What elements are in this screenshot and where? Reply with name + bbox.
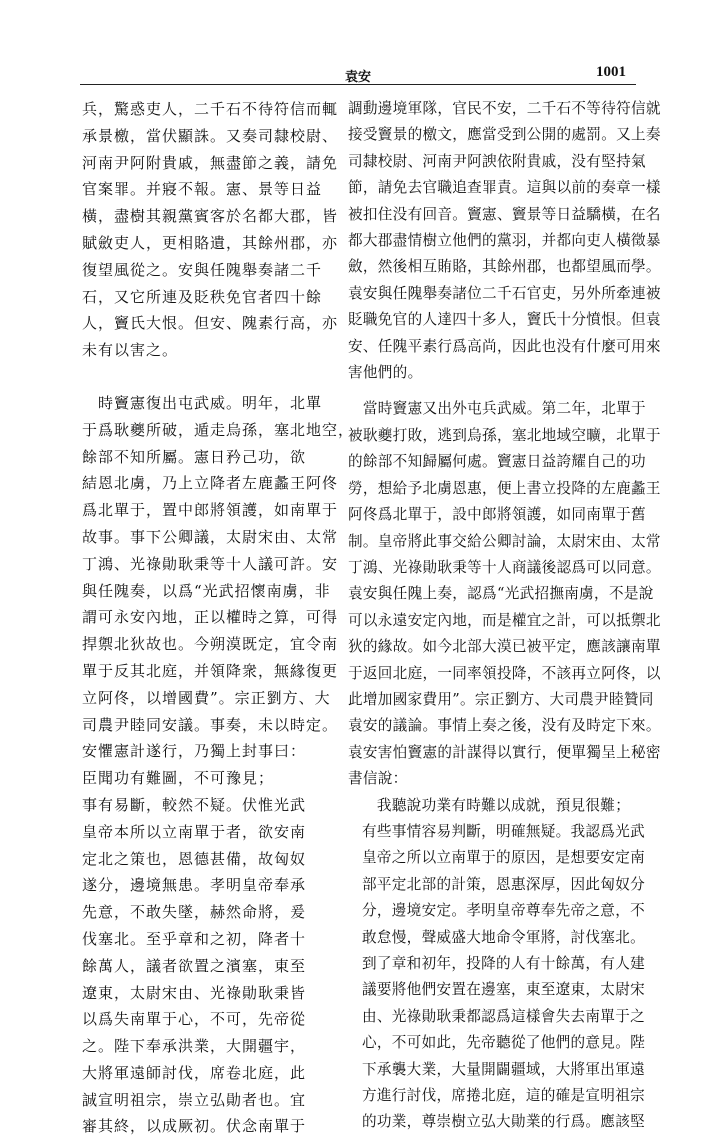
translation-text-line: 斂，然後相互賄賂，其餘州郡，也都望風而學。 xyxy=(348,258,661,276)
translation-text-line: 調動邊境軍隊，官民不安，二千石不等待符信就 xyxy=(348,100,661,117)
classical-text-line: 兵，驚惑吏人，二千石不待符信而輒 xyxy=(82,100,339,118)
classical-text-line: 復望風從之。安與任隗舉奏諸二千 xyxy=(82,260,323,279)
classical-text-column xyxy=(82,96,355,1140)
classical-quote-line: 伐塞北。至乎章和之初，降者十 xyxy=(82,929,307,948)
classical-text-line: 故事。事下公卿議，太尉宋由、太常 xyxy=(82,527,339,546)
page-header xyxy=(80,62,636,85)
translation-quote-line: 分，邊境安定。孝明皇帝尊奉先帝之意，不 xyxy=(362,902,645,920)
translation-quote-line: 皇帝之所以立南單于的原因，是想要安定南 xyxy=(362,849,645,867)
translation-text-line: 都大郡盡情樹立他們的黨羽，并都向吏人橫徵暴 xyxy=(348,232,661,250)
translation-quote-line: 到了章和初年，投降的人有十餘萬，有人建 xyxy=(362,955,645,972)
classical-text-line: 人，竇氏大恨。但安、隗素行高，亦 xyxy=(82,314,339,333)
translation-text-line: 當時竇憲又出外屯兵武威。第二年，北單于 xyxy=(348,400,646,418)
translation-text-line: 被耿夔打敗，逃到烏孫，塞北地域空曠，北單于 xyxy=(348,426,661,444)
classical-text-line: 承景檄，當伏顯誅。又奏司隸校尉、 xyxy=(82,126,339,145)
translation-text-line: 制。皇帝將此事交給公卿討論，太尉宋由、太常 xyxy=(348,532,661,550)
classical-text-line: 橫，盡樹其親黨賓客於名都大郡，皆 xyxy=(82,207,339,226)
translation-text-line: 于返回北庭，一同率領投降，不該再立阿佟，以 xyxy=(348,664,661,682)
classical-text-line: 石，又它所連及貶秩免官者四十餘 xyxy=(82,287,323,306)
translation-quote-line: 議要將他們安置在邊塞，東至遼東，太尉宋 xyxy=(362,981,645,999)
classical-quote-line: 先意，不敢失墜，赫然命將，爰 xyxy=(82,903,307,922)
classical-quote-line: 臣聞功有難圖，不可豫見； xyxy=(82,769,275,788)
translation-text-column xyxy=(348,96,661,1136)
translation-text-line: 袁安害怕竇憲的計謀得以實行，便單獨呈上秘密 xyxy=(348,743,661,761)
translation-text-line: 袁安的議論。事情上奏之後，没有及時定下來。 xyxy=(348,717,661,735)
translation-quote-line: 由、光祿勛耿秉都認爲這樣會失去南單于之 xyxy=(362,1007,645,1025)
translation-text-line: 貶職免官的人達四十多人，竇氏十分憤恨。但袁 xyxy=(348,311,661,329)
classical-text-line: 餘部不知所屬。憲日矜己功，欲 xyxy=(82,447,307,466)
classical-text-line: 賦斂吏人，更相賂遺，其餘州郡，亦 xyxy=(82,233,339,252)
classical-text-line: 單于反其北庭，并領降衆，無緣復更 xyxy=(82,661,339,680)
translation-text-line: 阿佟爲北單于，設中郎將領護，如同南單于舊 xyxy=(348,506,646,524)
classical-text-line: 與任隗奏，以爲“光武招懷南虜，非 xyxy=(82,581,331,600)
classical-quote-line: 誠宣明祖宗，崇立弘勛者也。宜 xyxy=(82,1090,307,1109)
translation-paragraph-2 xyxy=(348,396,661,792)
classical-text-line: 河南尹阿附貴戚，無盡節之義，請免 xyxy=(82,153,339,172)
classical-text-line: 捍禦北狄故也。今朔漠既定，宜令南 xyxy=(82,635,339,654)
translation-paragraph-1 xyxy=(348,96,661,386)
translation-text-line: 此增加國家費用”。宗正劉方、大司農尹睦贊同 xyxy=(348,690,654,708)
classical-quote-line: 審其終，以成厥初。伏念南單于 xyxy=(82,1117,307,1136)
classical-text-line: 時竇憲復出屯武威。明年，北單 xyxy=(82,393,323,412)
classical-quote-line: 遼東，太尉宋由、光祿勛耿秉皆 xyxy=(82,983,307,1002)
translation-text-line: 狄的緣故。如今北部大漠已被平定，應該讓南單 xyxy=(348,638,661,656)
translation-quote-line: 的功業，尊崇樹立弘大勛業的行爲。應該堅 xyxy=(362,1113,645,1131)
translation-text-line: 可以永遠安定內地，而是權宜之計，可以抵禦北 xyxy=(348,611,661,629)
classical-quote-line: 大將軍遠師討伐，席卷北庭，此 xyxy=(82,1063,307,1082)
translation-quote-line: 部平定北部的計策，恩惠深厚，因此匈奴分 xyxy=(362,875,645,893)
classical-text-line: 立阿佟，以增國費”。宗正劉方、大 xyxy=(82,688,331,707)
classical-text-line: 丁鴻、光祿勛耿秉等十人議可許。安 xyxy=(82,554,339,573)
translation-quote-line: 我聽說功業有時難以成就，預見很難； xyxy=(362,796,631,814)
classical-quote-line: 之。陛下奉承洪業，大開疆宇， xyxy=(82,1037,307,1056)
classical-memorial-quote xyxy=(82,765,332,1140)
classical-paragraph-2 xyxy=(82,390,355,765)
classical-text-line: 謂可永安內地，正以權時之算，可得 xyxy=(82,608,339,627)
translation-quote-line: 心，不可如此，先帝聽從了他們的意見。陛 xyxy=(362,1034,645,1052)
translation-text-line: 司隸校尉、河南尹阿諛依附貴戚，没有堅持氣 xyxy=(348,152,646,170)
translation-text-line: 被扣住没有回音。竇憲、竇景等日益驕橫，在名 xyxy=(348,205,661,223)
classical-text-line: 未有以害之。 xyxy=(82,341,179,360)
page-number: 1001 xyxy=(596,64,626,80)
classical-quote-line: 遂分，邊境無患。孝明皇帝奉承 xyxy=(82,876,307,895)
classical-text-line: 爲北單于，置中郎將領護，如南單于 xyxy=(82,501,339,520)
translation-text-line: 袁安與任隗上奏，認爲“光武招撫南虜，不是說 xyxy=(348,585,654,603)
translation-quote-line: 敢怠慢，聲威盛大地命令軍將，討伐塞北。 xyxy=(362,928,645,946)
classical-quote-line: 定北之策也，恩德甚備，故匈奴 xyxy=(82,849,307,868)
translation-quote-line: 有些事情容易判斷，明確無疑。我認爲光武 xyxy=(362,822,645,840)
translation-text-line: 安、任隗平素行爲高尚，因此也没有什麼可用來 xyxy=(348,337,661,355)
classical-quote-line: 皇帝本所以立南單于者，欲安南 xyxy=(82,822,307,841)
translation-quote-line: 方進行討伐，席捲北庭，這的確是宣明祖宗 xyxy=(362,1087,645,1105)
classical-text-line: 官案罪。并寢不報。憲、景等日益 xyxy=(82,180,323,199)
translation-memorial-quote xyxy=(348,793,645,1136)
translation-text-line: 勞，想給予北虜恩惠，便上書立投降的左鹿蠡王 xyxy=(348,479,661,497)
translation-text-line: 袁安與任隗舉奏諸位二千石官吏，另外所牽連被 xyxy=(348,284,661,302)
classical-text-line: 司農尹睦同安議。事奏，未以時定。 xyxy=(82,715,339,734)
running-title: 袁安 xyxy=(344,70,371,85)
classical-text-line: 安懼憲計遂行，乃獨上封事曰： xyxy=(82,742,307,761)
translation-text-line: 接受竇景的檄文，應當受到公開的處罰。又上奏 xyxy=(348,126,661,144)
translation-quote-line: 下承襲大業，大量開闢疆域，大將軍出軍遠 xyxy=(362,1060,645,1078)
classical-quote-line: 以爲失南單于心，不可，先帝從 xyxy=(82,1010,307,1029)
classical-text-line: 結恩北虜，乃上立降者左鹿蠡王阿佟 xyxy=(82,474,339,493)
translation-text-line: 書信說： xyxy=(348,770,408,788)
translation-text-line: 丁鴻、光祿勛耿秉等十人商議後認爲可以同意。 xyxy=(348,558,661,576)
classical-quote-line: 餘萬人，議者欲置之濱塞，東至 xyxy=(82,956,307,975)
translation-text-line: 害他們的。 xyxy=(348,364,423,382)
classical-quote-line: 事有易斷，較然不疑。伏惟光武 xyxy=(82,795,307,814)
classical-paragraph-1 xyxy=(82,96,339,364)
translation-text-line: 的餘部不知歸屬何處。竇憲日益誇耀自己的功 xyxy=(348,453,646,471)
translation-text-line: 節，請免去官職追查罪責。這與以前的奏章一樣 xyxy=(348,179,661,197)
classical-text-line: 于爲耿夔所破，遁走烏孫，塞北地空， xyxy=(82,420,355,439)
